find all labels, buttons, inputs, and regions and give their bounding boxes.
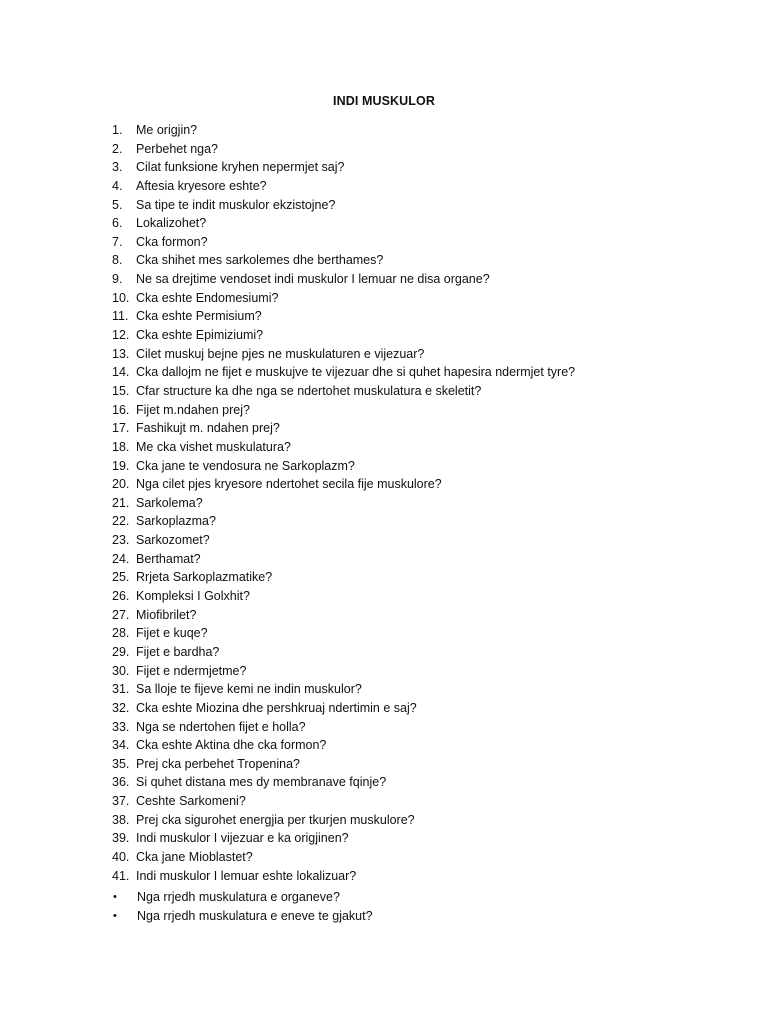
question-item (112, 140, 575, 159)
question-item (112, 158, 575, 177)
question-text: Ne sa drejtime vendoset indi muskulor I lemuar ne disa organe? (136, 272, 490, 287)
question-number: 5. (112, 197, 123, 212)
question-item (112, 457, 575, 476)
question-number: 36. (112, 775, 130, 790)
question-item (112, 773, 575, 792)
question-number: 18. (112, 439, 130, 454)
question-text: Aftesia kryesore eshte? (136, 178, 267, 193)
question-item (112, 270, 575, 289)
question-number: 38. (112, 812, 130, 827)
question-number: 27. (112, 607, 130, 622)
question-text: Sarkozomet? (136, 533, 210, 548)
question-item (112, 382, 575, 401)
question-text: Cka eshte Aktina dhe cka formon? (136, 738, 327, 753)
bullet-item (112, 888, 373, 907)
question-text: Miofibrilet? (136, 607, 197, 622)
question-item (112, 587, 575, 606)
question-item (112, 196, 575, 215)
question-text: Cka formon? (136, 234, 208, 249)
question-text: Cka eshte Miozina dhe pershkruaj ndertimin e saj? (136, 700, 417, 715)
question-number: 28. (112, 626, 130, 641)
question-text: Sa lloje te fijeve kemi ne indin muskulor? (136, 682, 362, 697)
question-text: Kompleksi I Golxhit? (136, 589, 250, 604)
question-item (112, 177, 575, 196)
question-number: 34. (112, 738, 130, 753)
question-number: 32. (112, 700, 130, 715)
question-item (112, 438, 575, 457)
question-item (112, 326, 575, 345)
question-item (112, 718, 575, 737)
question-number: 26. (112, 589, 130, 604)
bullet-item (112, 907, 373, 926)
question-number: 10. (112, 290, 130, 305)
question-number: 30. (112, 663, 130, 678)
bullet-text: Nga rrjedh muskulatura e eneve te gjakut? (137, 908, 373, 923)
question-number: 2. (112, 141, 123, 156)
question-text: Nga se ndertohen fijet e holla? (136, 719, 306, 734)
question-item (112, 811, 575, 830)
question-number: 31. (112, 682, 130, 697)
question-text: Cfar structure ka dhe nga se ndertohet muskulatura e skeletit? (136, 383, 482, 398)
bullet-list (112, 888, 373, 925)
question-number: 1. (112, 123, 123, 137)
question-item (112, 345, 575, 364)
question-item (112, 121, 575, 140)
question-number: 7. (112, 234, 123, 249)
document-title: INDI MUSKULOR (333, 94, 435, 108)
question-text: Indi muskulor I vijezuar e ka origjinen? (136, 831, 349, 846)
question-number: 33. (112, 719, 130, 734)
question-text: Ceshte Sarkomeni? (136, 794, 246, 809)
question-text: Cka shihet mes sarkolemes dhe berthames? (136, 253, 384, 268)
question-item (112, 233, 575, 252)
question-number: 16. (112, 402, 130, 417)
question-text: Berthamat? (136, 551, 201, 566)
question-number: 8. (112, 253, 123, 268)
question-text: Cka dallojm ne fijet e muskujve te vijezuar dhe si quhet hapesira ndermjet tyre? (136, 365, 576, 380)
question-number: 40. (112, 849, 130, 864)
question-item (112, 419, 575, 438)
bullet-icon: • (113, 891, 117, 903)
question-text: Me origjin? (136, 123, 198, 137)
question-text: Prej cka perbehet Tropenina? (136, 756, 300, 771)
question-text: Cka eshte Endomesiumi? (136, 290, 279, 305)
question-text: Nga cilet pjes kryesore ndertohet secila fije muskulore? (136, 477, 442, 492)
question-item (112, 755, 575, 774)
question-number: 14. (112, 365, 130, 380)
question-text: Cka jane Mioblastet? (136, 849, 253, 864)
question-number: 37. (112, 794, 130, 809)
question-item (112, 531, 575, 550)
question-item (112, 662, 575, 681)
question-number: 12. (112, 328, 130, 343)
question-item (112, 214, 575, 233)
question-item (112, 550, 575, 569)
question-text: Rrjeta Sarkoplazmatike? (136, 570, 273, 585)
question-number: 35. (112, 756, 130, 771)
question-item (112, 680, 575, 699)
question-item (112, 568, 575, 587)
question-text: Sa tipe te indit muskulor ekzistojne? (136, 197, 336, 212)
question-item (112, 606, 575, 625)
question-item (112, 401, 575, 420)
question-item (112, 307, 575, 326)
question-item (112, 289, 575, 308)
question-text: Fijet e ndermjetme? (136, 663, 247, 678)
question-number: 41. (112, 868, 130, 883)
question-item (112, 512, 575, 531)
question-number: 13. (112, 346, 130, 361)
question-number: 23. (112, 533, 130, 548)
question-item (112, 251, 575, 270)
question-text: Fashikujt m. ndahen prej? (136, 421, 280, 436)
question-number: 19. (112, 458, 130, 473)
question-number: 20. (112, 477, 130, 492)
question-item (112, 494, 575, 513)
question-text: Lokalizohet? (136, 216, 207, 231)
question-item (112, 363, 575, 382)
question-number: 24. (112, 551, 130, 566)
question-text: Indi muskulor I lemuar eshte lokalizuar? (136, 868, 357, 883)
question-number: 17. (112, 421, 130, 436)
question-item (112, 829, 575, 848)
question-number: 22. (112, 514, 130, 529)
question-number: 21. (112, 495, 130, 510)
question-item (112, 736, 575, 755)
question-item (112, 792, 575, 811)
question-number: 3. (112, 160, 123, 175)
question-text: Fijet e bardha? (136, 644, 220, 659)
question-text: Perbehet nga? (136, 141, 219, 156)
question-text: Cilat funksione kryhen nepermjet saj? (136, 160, 345, 175)
bullet-icon: • (113, 909, 117, 922)
question-text: Cilet muskuj bejne pjes ne muskulaturen e vijezuar? (136, 346, 425, 361)
question-number: 29. (112, 644, 130, 659)
question-list (112, 121, 575, 885)
question-text: Prej cka sigurohet energjia per tkurjen muskulore? (136, 812, 415, 827)
question-number: 11. (112, 309, 129, 324)
question-text: Sarkolema? (136, 495, 203, 510)
question-number: 39. (112, 831, 130, 846)
question-text: Fijet e kuqe? (136, 626, 208, 641)
question-text: Cka jane te vendosura ne Sarkoplazm? (136, 458, 355, 473)
question-text: Cka eshte Epimiziumi? (136, 328, 264, 343)
question-item (112, 475, 575, 494)
question-number: 25. (112, 570, 130, 585)
question-text: Fijet m.ndahen prej? (136, 402, 250, 417)
question-text: Me cka vishet muskulatura? (136, 439, 291, 454)
question-number: 4. (112, 178, 123, 193)
question-number: 9. (112, 272, 123, 287)
question-item (112, 624, 575, 643)
question-item (112, 867, 575, 886)
question-number: 6. (112, 216, 123, 231)
question-item (112, 643, 575, 662)
question-item (112, 848, 575, 867)
question-text: Si quhet distana mes dy membranave fqinje? (136, 775, 387, 790)
question-number: 15. (112, 383, 130, 398)
question-text: Sarkoplazma? (136, 514, 216, 529)
question-item (112, 699, 575, 718)
question-text: Cka eshte Permisium? (136, 309, 262, 324)
bullet-text: Nga rrjedh muskulatura e organeve? (137, 890, 340, 904)
